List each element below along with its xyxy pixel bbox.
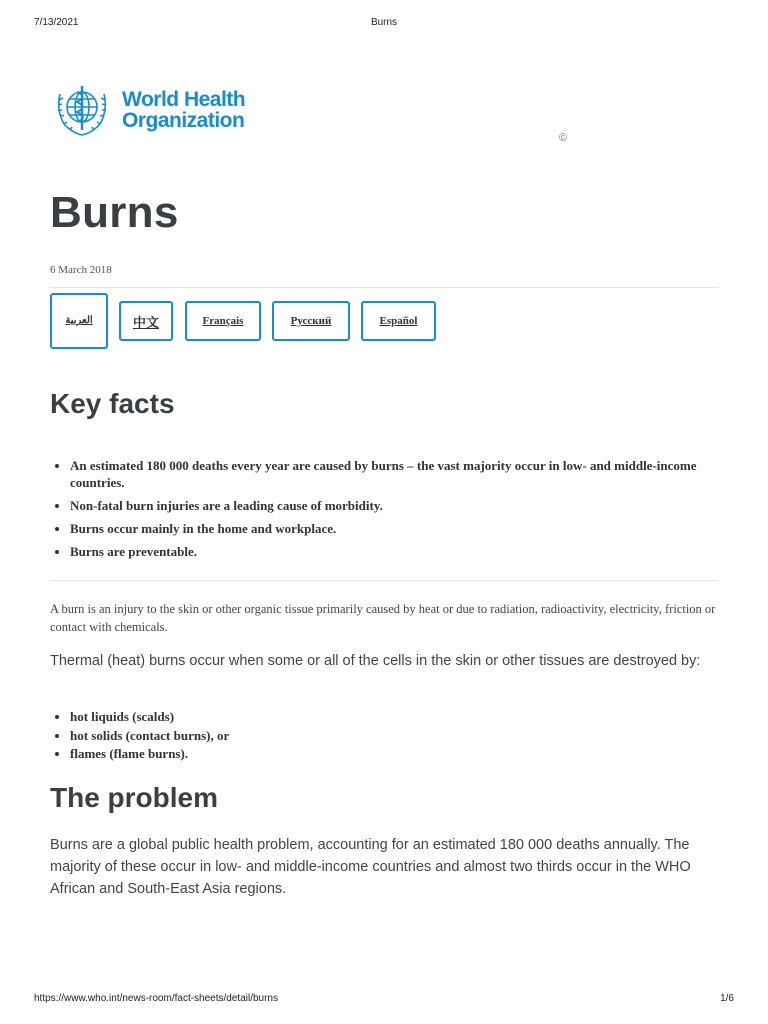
- language-label: Español: [379, 315, 418, 327]
- print-title: Burns: [370, 17, 398, 28]
- logo-line-1: World Health: [122, 88, 246, 111]
- print-page-number: 1/6: [720, 993, 734, 1004]
- copyright-symbol: ©: [559, 132, 568, 144]
- page-title: Burns: [50, 188, 179, 237]
- list-item: • Non-fatal burn injuries are a leading cause of morbidity.: [70, 497, 730, 514]
- publish-date: 6 March 2018: [50, 264, 112, 276]
- print-url: https://www.who.int/news-room/fact-sheets/detail/burns: [34, 993, 278, 1004]
- list-item: • Burns occur mainly in the home and workplace.: [70, 520, 730, 537]
- problem-heading: The problem: [50, 782, 219, 813]
- who-emblem-icon: [50, 80, 114, 138]
- language-label: Русский: [290, 315, 332, 327]
- logo-line-2: Organization: [122, 109, 245, 132]
- who-logo[interactable]: [50, 80, 260, 140]
- language-label: 中文: [132, 314, 159, 330]
- divider: [50, 287, 718, 288]
- who-wordmark: [122, 89, 245, 131]
- divider: [50, 580, 718, 581]
- language-spanish-button[interactable]: [361, 301, 436, 341]
- language-russian-button[interactable]: [272, 301, 350, 341]
- language-label: العربية: [65, 315, 93, 326]
- language-arabic-button[interactable]: [50, 293, 108, 349]
- language-french-button[interactable]: [185, 301, 261, 341]
- list-item: • hot liquids (scalds): [70, 708, 730, 727]
- thermal-intro-paragraph: Thermal (heat) burns occur when some or all of the cells in the skin or other tissues are destroyed by:: [50, 653, 701, 669]
- problem-paragraph: Burns are a global public health problem, accounting for an estimated 180 000 deaths annually. The majority of these occur in low- and middle-income countries and almost two thirds occur in the WHO African and South-East Asia regions.: [50, 837, 691, 897]
- key-facts-heading: Key facts: [50, 388, 175, 419]
- thermal-causes-list: [50, 708, 730, 764]
- key-facts-list: [50, 457, 730, 566]
- list-item: • hot solids (contact burns), or: [70, 727, 730, 746]
- language-chinese-button[interactable]: [119, 301, 173, 341]
- list-item: • An estimated 180 000 deaths every year are caused by burns – the vast majority occur in low- and middle-income countries.: [70, 457, 730, 491]
- list-item: • Burns are preventable.: [70, 543, 730, 560]
- language-label: Français: [202, 315, 244, 327]
- list-item: • flames (flame burns).: [70, 745, 730, 764]
- definition-paragraph: A burn is an injury to the skin or other organic tissue primarily caused by heat or due to radiation, radioactivity, electricity, friction or contact with chemicals.: [50, 602, 716, 634]
- print-date: 7/13/2021: [34, 17, 79, 28]
